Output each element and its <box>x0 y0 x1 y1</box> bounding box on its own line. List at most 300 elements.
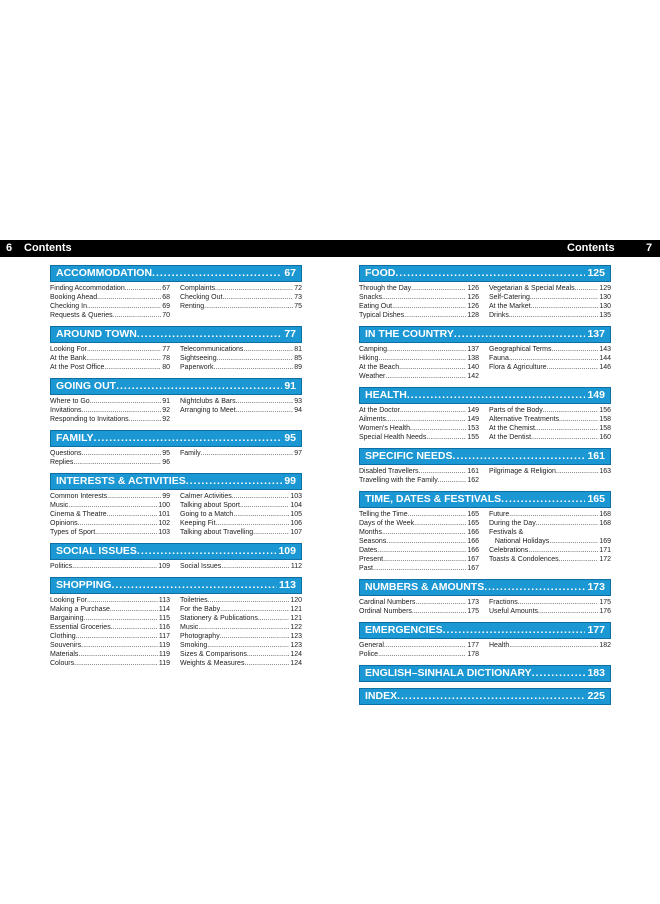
entry-title: Geographical Terms <box>489 346 552 353</box>
entry-columns <box>50 343 302 372</box>
leader-dots <box>556 467 598 476</box>
leader-dots <box>233 510 289 519</box>
toc-entry[interactable] <box>489 519 611 528</box>
entry-page-number: 92 <box>162 416 170 423</box>
leader-dots <box>107 510 158 519</box>
leader-dots <box>111 623 158 632</box>
entry-column-left <box>359 284 485 320</box>
toc-entry[interactable] <box>50 311 170 320</box>
entry-title: Types of Sport <box>50 529 96 536</box>
section-heading[interactable] <box>50 265 302 282</box>
leader-dots <box>382 528 466 537</box>
toc-entry[interactable] <box>359 372 479 381</box>
leader-dots <box>186 474 283 489</box>
toc-entry[interactable] <box>359 302 479 311</box>
entry-title: Checking Out <box>180 294 223 301</box>
leader-dots <box>236 406 294 415</box>
section-heading[interactable] <box>50 473 302 490</box>
toc-entry[interactable] <box>50 641 170 650</box>
toc-entry[interactable] <box>359 476 479 485</box>
toc-entry[interactable] <box>50 492 170 501</box>
toc-entry[interactable] <box>489 424 611 433</box>
toc-entry[interactable] <box>359 564 479 573</box>
leader-dots <box>201 449 294 458</box>
leader-dots <box>509 311 598 320</box>
section-heading[interactable] <box>359 448 611 465</box>
toc-entry[interactable] <box>50 345 170 354</box>
toc-entry[interactable] <box>180 519 302 528</box>
entry-page-number: 173 <box>467 599 479 606</box>
toc-entry[interactable] <box>489 641 611 650</box>
toc-entry[interactable] <box>489 345 611 354</box>
entry-page-number: 114 <box>158 606 170 613</box>
leader-dots <box>552 345 599 354</box>
leader-dots <box>244 659 289 668</box>
toc-entry[interactable] <box>359 650 479 659</box>
entry-column-right <box>176 449 302 467</box>
toc-entry[interactable] <box>50 501 170 510</box>
section-title: GOING OUT <box>56 380 117 392</box>
section-heading[interactable] <box>50 326 302 343</box>
toc-entry[interactable] <box>180 605 302 614</box>
leader-dots <box>412 607 466 616</box>
entry-title: Calmer Activities <box>180 493 232 500</box>
toc-entry[interactable] <box>180 528 302 537</box>
toc-entry[interactable] <box>489 363 611 372</box>
toc-entry[interactable] <box>180 492 302 501</box>
leader-dots <box>536 519 599 528</box>
toc-entry[interactable] <box>180 623 302 632</box>
entry-title: Complaints <box>180 285 216 292</box>
entry-title: Fractions <box>489 599 518 606</box>
entry-page-number: 155 <box>467 434 479 441</box>
leader-dots <box>408 510 467 519</box>
entry-page-number: 143 <box>599 346 611 353</box>
toc-entry[interactable] <box>50 596 170 605</box>
section-title: TIME, DATES & FESTIVALS <box>365 493 502 505</box>
section-title: ACCOMMODATION <box>56 267 153 279</box>
leader-dots <box>484 580 585 595</box>
entry-page-number: 93 <box>294 398 302 405</box>
entry-page-number: 107 <box>290 529 302 536</box>
toc-entry[interactable] <box>180 363 302 372</box>
entry-page-number: 169 <box>599 538 611 545</box>
leader-dots <box>509 641 598 650</box>
entry-title: Celebrations <box>489 547 529 554</box>
entry-column-left <box>359 641 485 659</box>
entry-column-left <box>50 284 176 320</box>
entry-column-right <box>485 641 611 659</box>
entry-columns <box>50 490 302 537</box>
entry-page-number: 130 <box>599 303 611 310</box>
leader-dots <box>385 372 466 381</box>
section-heading[interactable] <box>50 577 302 594</box>
toc-entry[interactable] <box>180 397 302 406</box>
entry-page-number: 166 <box>467 529 479 536</box>
toc-entry[interactable] <box>359 598 479 607</box>
entry-title: Smoking <box>180 642 208 649</box>
leader-dots <box>83 614 157 623</box>
toc-entry[interactable] <box>180 354 302 363</box>
entry-title: Common Interests <box>50 493 108 500</box>
toc-entry[interactable] <box>489 354 611 363</box>
entry-title: Snacks <box>359 294 382 301</box>
entry-title: Renting <box>180 303 205 310</box>
toc-entry[interactable] <box>489 406 611 415</box>
toc-entry[interactable] <box>359 555 479 564</box>
leader-dots <box>410 424 466 433</box>
entry-page-number: 156 <box>599 407 611 414</box>
entry-title: Present <box>359 556 384 563</box>
leader-dots <box>400 406 466 415</box>
leader-dots <box>78 650 157 659</box>
leader-dots <box>68 501 157 510</box>
leader-dots <box>426 433 466 442</box>
toc-entry[interactable] <box>359 363 479 372</box>
entry-column-right <box>176 562 302 571</box>
toc-section <box>50 430 302 467</box>
toc-entry[interactable] <box>359 519 479 528</box>
toc-entry[interactable] <box>180 562 302 571</box>
leader-dots <box>538 607 598 616</box>
leader-dots <box>220 632 290 641</box>
entry-title: Souvenirs <box>50 642 82 649</box>
section-page-number: 99 <box>284 475 296 487</box>
entry-title: Useful Amounts <box>489 608 539 615</box>
leader-dots <box>559 415 598 424</box>
leader-dots <box>116 379 282 394</box>
entry-title: Booking Ahead <box>50 294 98 301</box>
leader-dots <box>382 293 466 302</box>
leader-dots <box>453 449 586 464</box>
section-page-number: 77 <box>284 328 296 340</box>
leader-dots <box>81 641 158 650</box>
toc-entry[interactable] <box>180 406 302 415</box>
entry-page-number: 182 <box>599 642 611 649</box>
entry-page-number: 146 <box>599 364 611 371</box>
entry-title: Questions <box>50 450 82 457</box>
leader-dots <box>253 528 289 537</box>
toc-entry[interactable] <box>50 293 170 302</box>
toc-entry[interactable] <box>50 406 170 415</box>
toc-entry[interactable] <box>489 555 611 564</box>
entry-page-number: 162 <box>467 477 479 484</box>
entry-title: Ordinal Numbers <box>359 608 412 615</box>
entry-title: Clothing <box>50 633 76 640</box>
section-heading[interactable] <box>359 665 611 682</box>
entry-title: Social Issues <box>180 563 222 570</box>
toc-entry[interactable] <box>180 614 302 623</box>
toc-entry[interactable] <box>359 406 479 415</box>
entry-page-number: 81 <box>294 346 302 353</box>
toc-entry[interactable] <box>50 519 170 528</box>
toc-entry[interactable] <box>359 510 479 519</box>
entry-title: Flora & Agriculture <box>489 364 547 371</box>
entry-title: Drinks <box>489 312 509 319</box>
leader-dots <box>152 266 282 281</box>
entry-page-number: 106 <box>290 520 302 527</box>
toc-entry[interactable] <box>489 546 611 555</box>
toc-section <box>50 265 302 320</box>
toc-entry[interactable] <box>359 537 479 546</box>
entry-title: Bargaining <box>50 615 84 622</box>
toc-entry[interactable] <box>50 397 170 406</box>
entry-title: Telecommunications <box>180 346 244 353</box>
toc-entry[interactable] <box>50 632 170 641</box>
toc-entry[interactable] <box>180 345 302 354</box>
toc-entry[interactable] <box>359 641 479 650</box>
leader-dots <box>443 623 586 638</box>
section-title: AROUND TOWN <box>56 328 137 340</box>
entry-page-number: 161 <box>467 468 479 475</box>
entry-title: Responding to Invitations <box>50 416 129 423</box>
entry-page-number: 67 <box>162 285 170 292</box>
section-heading[interactable] <box>359 387 611 404</box>
toc-entry[interactable] <box>359 354 479 363</box>
entry-page-number: 175 <box>467 608 479 615</box>
entry-page-number: 135 <box>599 312 611 319</box>
leader-dots <box>72 562 157 571</box>
section-heading[interactable] <box>359 688 611 705</box>
entry-page-number: 94 <box>294 407 302 414</box>
entry-page-number: 137 <box>467 346 479 353</box>
toc-entry[interactable] <box>359 284 479 293</box>
section-page-number: 125 <box>587 267 605 279</box>
entry-page-number: 69 <box>162 303 170 310</box>
toc-entry[interactable] <box>359 607 479 616</box>
toc-entry[interactable] <box>489 467 611 476</box>
section-page-number: 91 <box>284 380 296 392</box>
section-heading[interactable] <box>50 378 302 395</box>
leader-dots <box>415 598 466 607</box>
leader-dots <box>378 650 466 659</box>
entry-title: At the Bank <box>50 355 87 362</box>
toc-entry[interactable] <box>180 510 302 519</box>
leader-dots <box>240 501 289 510</box>
toc-entry[interactable] <box>50 363 170 372</box>
leader-dots <box>528 546 598 555</box>
entry-page-number: 177 <box>467 642 479 649</box>
entry-page-number: 120 <box>290 597 302 604</box>
entry-columns <box>50 594 302 668</box>
entry-column-right <box>176 284 302 320</box>
entry-column-left <box>50 596 176 668</box>
toc-entry[interactable] <box>489 528 611 537</box>
section-title: SOCIAL ISSUES <box>56 545 137 557</box>
toc-entry[interactable] <box>50 659 170 668</box>
leader-dots <box>523 528 610 537</box>
entry-title: Sizes & Comparisons <box>180 651 247 658</box>
leader-dots <box>137 327 282 342</box>
section-heading[interactable] <box>50 543 302 560</box>
section-title: FAMILY <box>56 432 94 444</box>
leader-dots <box>110 605 158 614</box>
entry-title: National Holidays <box>489 538 550 545</box>
toc-entry[interactable] <box>50 458 170 467</box>
leader-dots <box>78 519 158 528</box>
entry-page-number: 70 <box>162 312 170 319</box>
entry-page-number: 123 <box>290 642 302 649</box>
entry-columns <box>359 343 611 381</box>
entry-title: At the Chemist <box>489 425 535 432</box>
toc-entry[interactable] <box>359 311 479 320</box>
toc-entry[interactable] <box>50 562 170 571</box>
leader-dots <box>217 354 294 363</box>
entry-page-number: 92 <box>162 407 170 414</box>
entry-title: Pilgrimage & Religion <box>489 468 556 475</box>
entry-page-number: 124 <box>290 660 302 667</box>
section-heading[interactable] <box>50 430 302 447</box>
leader-dots <box>549 537 598 546</box>
toc-entry[interactable] <box>50 354 170 363</box>
toc-entry[interactable] <box>180 641 302 650</box>
section-heading[interactable] <box>359 579 611 596</box>
toc-entry[interactable] <box>489 433 611 442</box>
entry-page-number: 101 <box>158 511 170 518</box>
entry-title: Sightseeing <box>180 355 217 362</box>
toc-entry[interactable] <box>180 302 302 311</box>
leader-dots <box>386 537 466 546</box>
leader-dots <box>411 284 466 293</box>
toc-entry[interactable] <box>180 284 302 293</box>
toc-entry[interactable] <box>489 293 611 302</box>
leader-dots <box>97 293 161 302</box>
entry-title: At the Market <box>489 303 531 310</box>
leader-dots <box>509 510 598 519</box>
toc-entry[interactable] <box>50 284 170 293</box>
entry-page-number: 126 <box>467 303 479 310</box>
section-page-number: 225 <box>587 690 605 702</box>
entry-title: Special Health Needs <box>359 434 427 441</box>
entry-title: Ailments <box>359 416 386 423</box>
entry-title: Alternative Treatments <box>489 416 560 423</box>
entry-columns <box>359 596 611 616</box>
toc-entry[interactable] <box>180 650 302 659</box>
entry-column-right <box>485 467 611 485</box>
toc-entry[interactable] <box>489 302 611 311</box>
section-heading[interactable] <box>359 265 611 282</box>
entry-page-number: 149 <box>467 407 479 414</box>
toc-section <box>359 265 611 320</box>
entry-title: Past <box>359 565 374 572</box>
toc-entry[interactable] <box>50 650 170 659</box>
toc-entry[interactable] <box>359 528 479 537</box>
toc-entry[interactable] <box>180 293 302 302</box>
entry-page-number: 158 <box>599 416 611 423</box>
leader-dots <box>378 354 466 363</box>
toc-entry[interactable] <box>50 415 170 424</box>
entry-page-number: 109 <box>158 563 170 570</box>
entry-column-right <box>176 397 302 424</box>
toc-entry[interactable] <box>50 449 170 458</box>
toc-section <box>359 326 611 381</box>
entry-column-right <box>176 345 302 372</box>
toc-entry[interactable] <box>359 424 479 433</box>
toc-entry[interactable] <box>50 614 170 623</box>
toc-entry[interactable] <box>180 449 302 458</box>
entry-page-number: 95 <box>162 450 170 457</box>
leader-dots <box>438 476 467 485</box>
entry-page-number: 163 <box>599 468 611 475</box>
toc-entry[interactable] <box>180 632 302 641</box>
section-page-number: 149 <box>587 389 605 401</box>
entry-page-number: 129 <box>599 285 611 292</box>
leader-dots <box>407 388 586 403</box>
section-title: SHOPPING <box>56 579 112 591</box>
toc-section <box>359 387 611 442</box>
entry-column-left <box>359 510 485 573</box>
left-page-number: 6 <box>6 242 13 254</box>
toc-entry[interactable] <box>180 596 302 605</box>
entry-title: During the Day <box>489 520 536 527</box>
toc-entry[interactable] <box>180 659 302 668</box>
entry-title: Dates <box>359 547 378 554</box>
leader-dots <box>377 546 466 555</box>
section-heading[interactable] <box>359 326 611 343</box>
section-title: EMERGENCIES <box>365 624 443 636</box>
toc-entry[interactable] <box>489 607 611 616</box>
leader-dots <box>82 449 162 458</box>
entry-column-left <box>50 492 176 537</box>
entry-title: Vegetarian & Special Meals <box>489 285 575 292</box>
toc-entry[interactable] <box>489 537 611 546</box>
toc-entry[interactable] <box>50 623 170 632</box>
leader-dots <box>373 564 466 573</box>
toc-entry[interactable] <box>489 415 611 424</box>
section-title: FOOD <box>365 267 396 279</box>
section-heading[interactable] <box>359 622 611 639</box>
toc-entry[interactable] <box>50 302 170 311</box>
section-title: HEALTH <box>365 389 407 401</box>
toc-entry[interactable] <box>50 528 170 537</box>
toc-entry[interactable] <box>359 293 479 302</box>
toc-entry[interactable] <box>359 433 479 442</box>
toc-entry[interactable] <box>50 510 170 519</box>
toc-entry[interactable] <box>50 605 170 614</box>
entry-title: For the Baby <box>180 606 221 613</box>
entry-title: Months <box>359 529 382 536</box>
leader-dots <box>419 467 467 476</box>
toc-entry[interactable] <box>489 284 611 293</box>
leader-dots <box>111 578 277 593</box>
entry-column-right <box>485 345 611 381</box>
leader-dots <box>559 555 599 564</box>
toc-entry[interactable] <box>489 311 611 320</box>
toc-entry[interactable] <box>359 415 479 424</box>
entry-title: Self-Catering <box>489 294 530 301</box>
entry-columns <box>359 465 611 485</box>
entry-page-number: 117 <box>158 633 170 640</box>
entry-columns <box>359 508 611 573</box>
toc-entry[interactable] <box>489 598 611 607</box>
leader-dots <box>221 562 290 571</box>
entry-page-number: 142 <box>467 373 479 380</box>
section-heading[interactable] <box>359 491 611 508</box>
toc-section <box>50 473 302 537</box>
toc-section <box>50 378 302 424</box>
toc-entry[interactable] <box>180 501 302 510</box>
entry-title: Making a Purchase <box>50 606 110 613</box>
toc-entry[interactable] <box>359 345 479 354</box>
toc-entry[interactable] <box>359 467 479 476</box>
toc-entry[interactable] <box>359 546 479 555</box>
entry-title: Politics <box>50 563 73 570</box>
entry-title: General <box>359 642 384 649</box>
toc-entry[interactable] <box>489 510 611 519</box>
leader-dots <box>399 363 466 372</box>
entry-page-number: 123 <box>290 633 302 640</box>
leader-dots <box>575 284 599 293</box>
